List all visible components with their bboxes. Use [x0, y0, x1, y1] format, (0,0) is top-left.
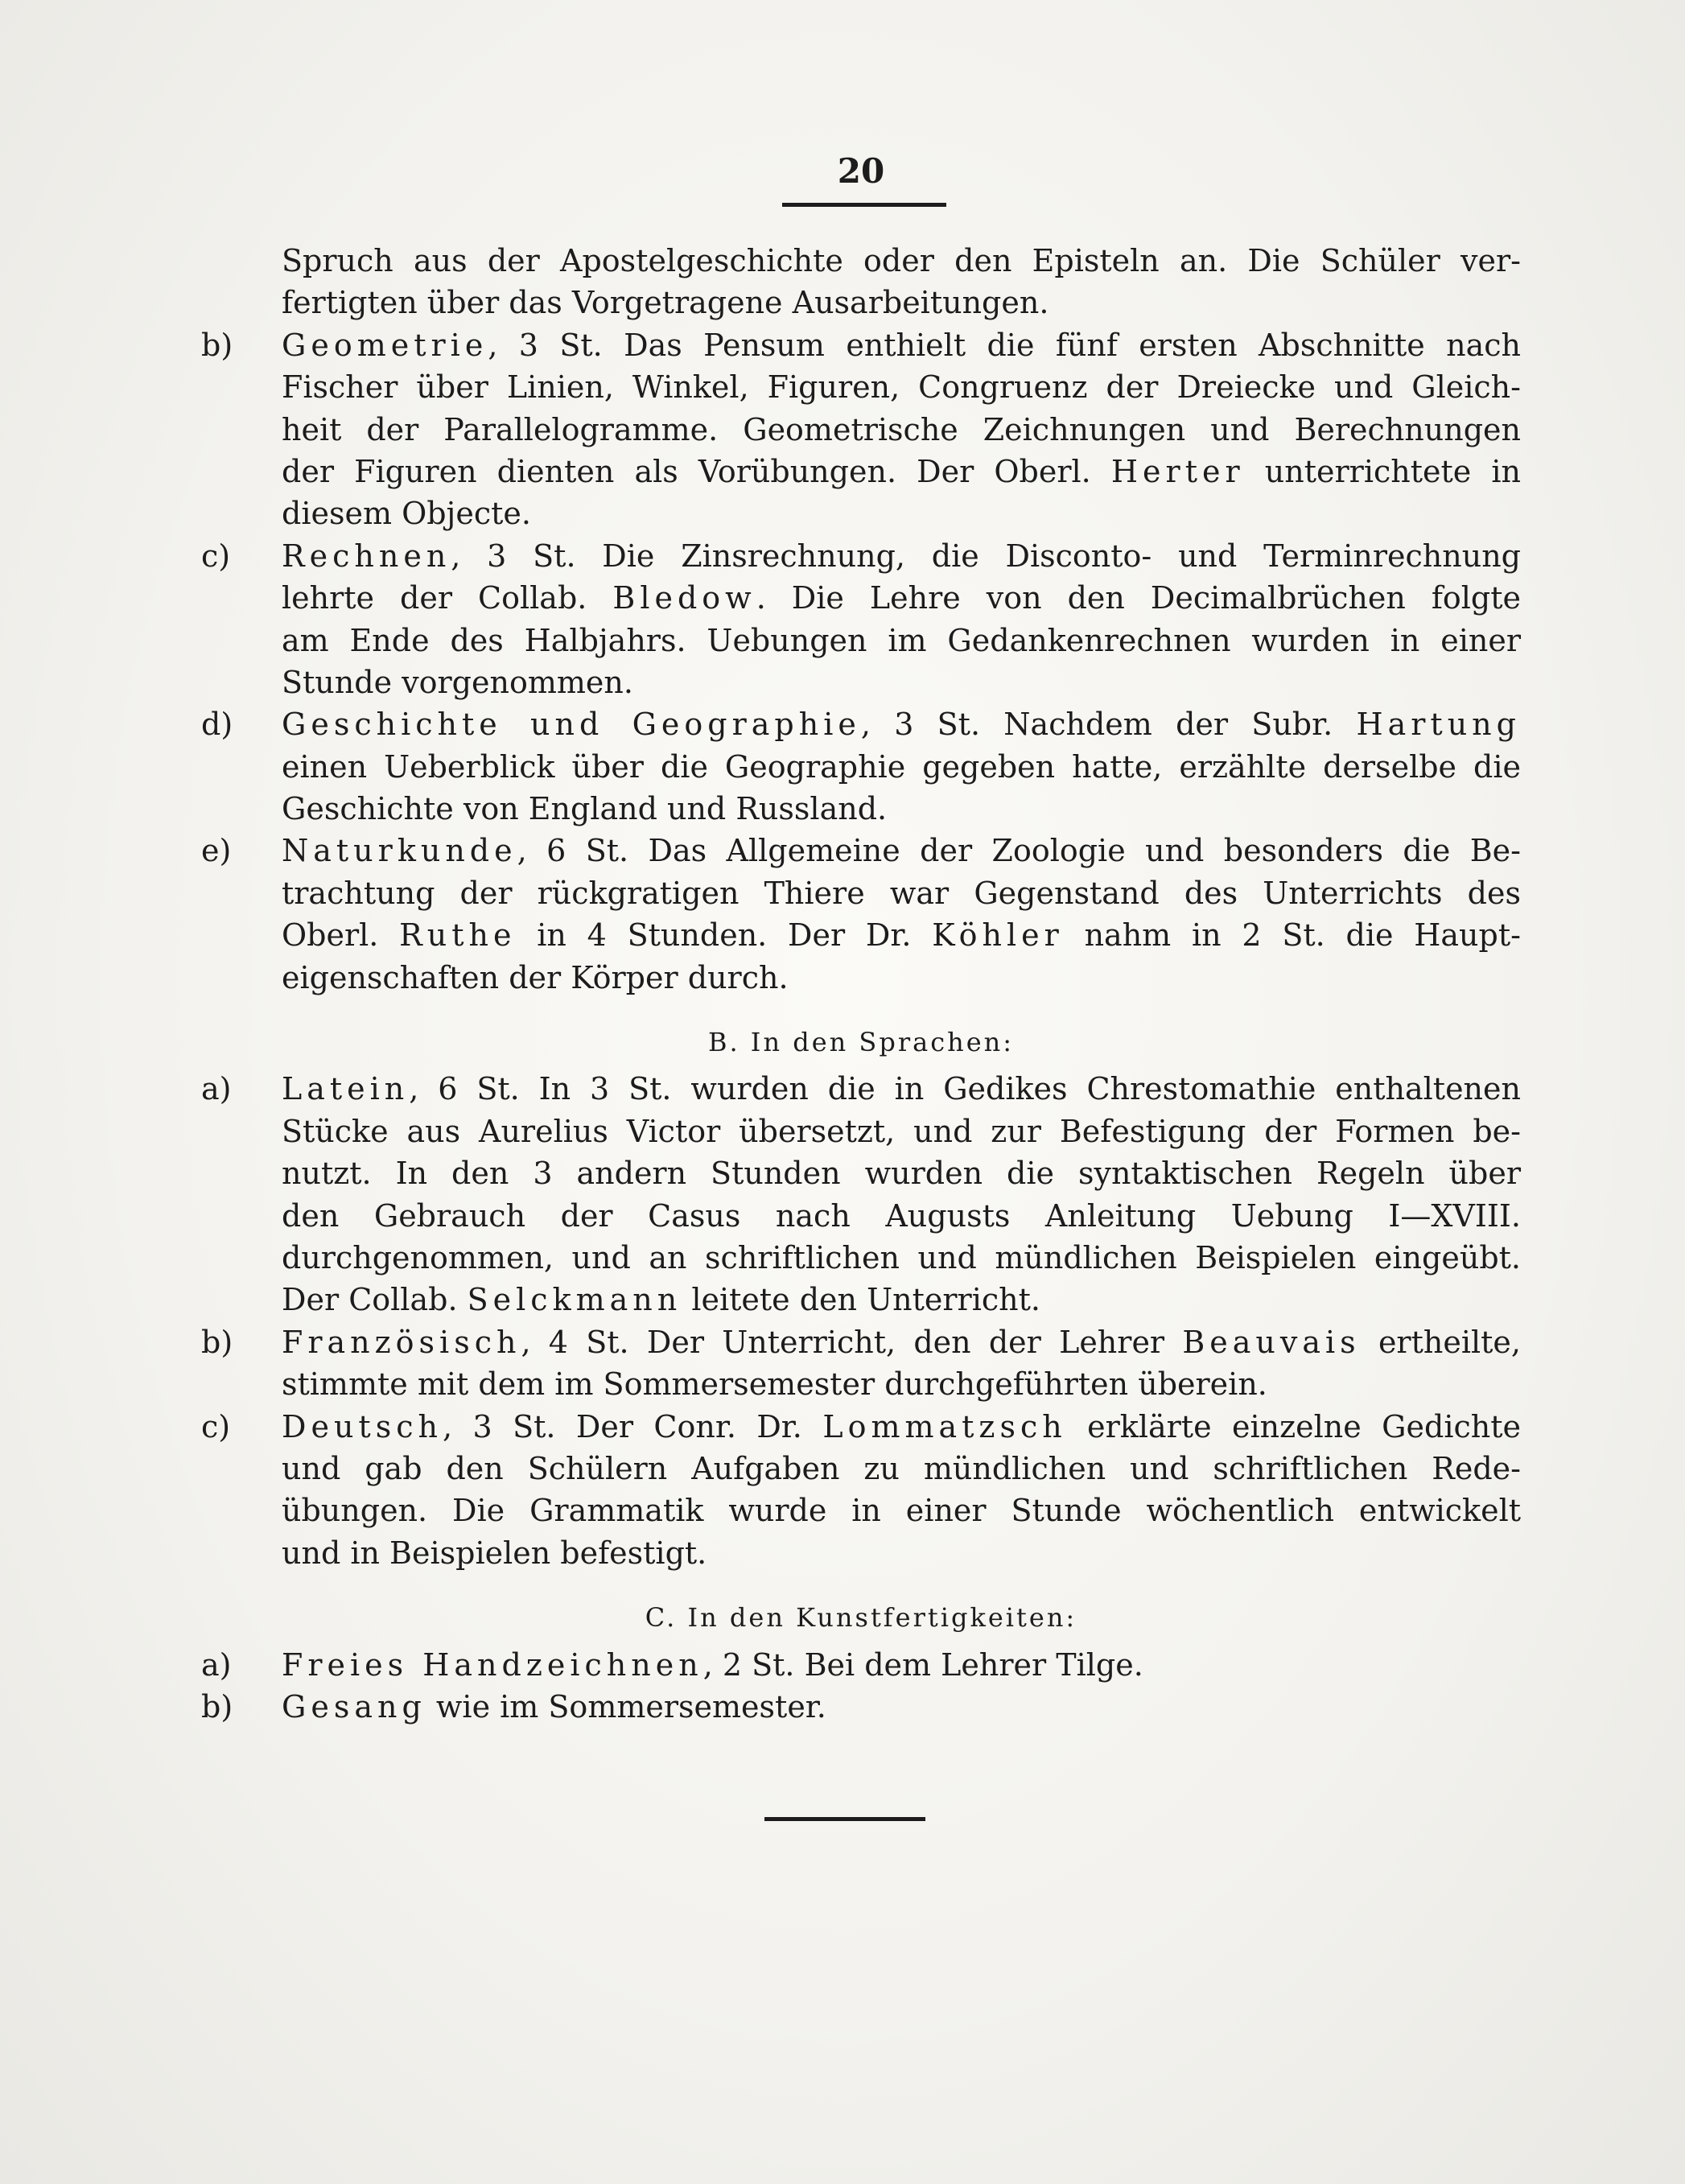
text-line: den Gebrauch der Casus nach Augusts Anleitung Uebung I—XVIII.: [282, 1197, 1521, 1234]
text-span: , 3 St. Der Conr. Dr.: [442, 1408, 802, 1444]
text-line: und in Beispielen befestigt.: [282, 1535, 707, 1571]
section-franzoesisch: [201, 1321, 1521, 1363]
page-number: 20: [837, 151, 885, 191]
subject-name: Französisch: [282, 1324, 521, 1360]
text-span: , 4 St. Der Unterricht, den der Lehrer: [521, 1324, 1165, 1360]
text-span: , 3 St. Nachdem der Subr.: [860, 707, 1333, 743]
text-span: lehrte der Collab.: [282, 580, 587, 616]
section-heading-sprachen: B. In den Sprachen:: [707, 1027, 1015, 1058]
subject-name: Rechnen: [282, 538, 451, 574]
text-line: stimmte mit dem im Sommersemester durchgeführten überein.: [282, 1366, 1267, 1403]
text-line: diesem Objecte.: [282, 496, 531, 532]
teacher-name: Selckmann: [467, 1282, 682, 1318]
teacher-name: Lommatzsch: [822, 1408, 1067, 1444]
subject-name: Geschichte und Geographie: [282, 707, 861, 743]
teacher-name: Beauvais: [1182, 1324, 1361, 1360]
text-span: Oberl.: [282, 917, 379, 954]
closing-rule: [764, 1817, 925, 1821]
page-body: [201, 240, 1521, 1728]
text-line: eigenschaften der Körper durch.: [282, 959, 789, 995]
section-geometrie: [201, 324, 1521, 366]
text-span: , 3 St. Das Pensum enthielt die fünf ersten Abschnitte nach: [488, 327, 1521, 363]
text-span: , 3 St. Die Zinsrechnung, die Disconto- und Terminrechnung: [451, 538, 1521, 574]
text-span: . Die Lehre von den Decimalbrüchen folgte: [756, 580, 1521, 616]
text-line: übungen. Die Grammatik wurde in einer Stunde wöchentlich entwickelt: [282, 1493, 1521, 1529]
teacher-name: Bledow: [612, 580, 756, 616]
item-label: a): [201, 1646, 232, 1683]
page-number-rule: [782, 203, 946, 207]
text-span: , 6 St. Das Allgemeine der Zoologie und besonders die Be-: [517, 833, 1521, 869]
item-label: d): [201, 707, 233, 743]
teacher-name: Herter: [1110, 453, 1245, 489]
teacher-name: Köhler: [932, 917, 1064, 954]
text-line: Fischer über Linien, Winkel, Figuren, Congruenz der Dreiecke und Gleich-: [282, 369, 1521, 406]
text-line: und gab den Schülern Aufgaben zu mündlichen und schriftlichen Rede-: [282, 1450, 1521, 1486]
item-label: a): [201, 1071, 232, 1107]
section-geschichte: [201, 703, 1521, 745]
text-span: wie im Sommersemester.: [426, 1688, 826, 1725]
text-span: leitete den Unterricht.: [691, 1282, 1040, 1318]
text-line: Spruch aus der Apostelgeschichte oder den Episteln an. Die Schüler ver-: [282, 243, 1521, 278]
text-line: nutzt. In den 3 andern Stunden wurden die syntaktischen Regeln über: [282, 1156, 1521, 1192]
item-label: b): [201, 1324, 233, 1360]
text-span: ertheilte,: [1378, 1324, 1521, 1360]
item-label: c): [201, 538, 231, 574]
text-span: nahm in 2 St. die Haupt-: [1084, 917, 1521, 954]
subject-name: Naturkunde: [282, 833, 517, 869]
text-span: unterrichtete in: [1264, 453, 1521, 489]
text-line: am Ende des Halbjahrs. Uebungen im Gedankenrechnen wurden in einer: [282, 622, 1521, 658]
text-span: , 2 St. Bei dem Lehrer Tilge.: [702, 1646, 1143, 1683]
text-span: , 6 St. In 3 St. wurden die in Gedikes Chrestomathie enthaltenen: [409, 1071, 1521, 1107]
text-line: Geschichte von England und Russland.: [282, 791, 888, 827]
text-line: [201, 577, 1521, 619]
item-label: c): [201, 1408, 231, 1444]
text-line: heit der Parallelogramme. Geometrische Zeichnungen und Berechnungen: [282, 411, 1521, 447]
subject-name: Gesang: [282, 1688, 426, 1725]
subject-name: Latein: [282, 1071, 410, 1107]
section-handzeichnen: [201, 1644, 1521, 1686]
section-latein: [201, 1068, 1521, 1110]
text-line: [201, 1279, 1521, 1321]
teacher-name: Hartung: [1356, 707, 1521, 743]
subject-name: Geometrie: [282, 327, 488, 363]
section-rechnen: [201, 535, 1521, 577]
text-line: fertigten über das Vorgetragene Ausarbeitungen.: [282, 285, 1049, 321]
text-line: trachtung der rückgratigen Thiere war Gegenstand des Unterrichts des: [282, 875, 1521, 911]
section-gesang: [201, 1686, 1521, 1728]
section-deutsch: [201, 1406, 1521, 1448]
text-line: einen Ueberblick über die Geographie gegeben hatte, erzählte derselbe die: [282, 748, 1521, 785]
subject-name: Freies Handzeichnen: [282, 1646, 703, 1683]
text-span: in 4 Stunden. Der Dr.: [537, 917, 912, 954]
text-line: [201, 914, 1521, 956]
subject-name: Deutsch: [282, 1408, 443, 1444]
text-span: Der Collab.: [282, 1282, 458, 1318]
text-line: [201, 451, 1521, 492]
text-span: erklärte einzelne Gedichte: [1087, 1408, 1521, 1444]
section-heading-kunstfertigkeiten: C. In den Kunstfertigkeiten:: [645, 1602, 1077, 1634]
text-span: der Figuren dienten als Vorübungen. Der Oberl.: [282, 453, 1091, 489]
text-line: Stunde vorgenommen.: [282, 664, 633, 700]
text-line: Stücke aus Aurelius Victor übersetzt, und zur Befestigung der Formen be-: [282, 1113, 1521, 1149]
section-naturkunde: [201, 830, 1521, 872]
item-label: e): [201, 833, 232, 869]
text-line: durchgenommen, und an schriftlichen und mündlichen Beispielen eingeübt.: [282, 1239, 1521, 1275]
item-label: b): [201, 1688, 233, 1725]
teacher-name: Ruthe: [399, 917, 517, 954]
item-label: b): [201, 327, 233, 363]
